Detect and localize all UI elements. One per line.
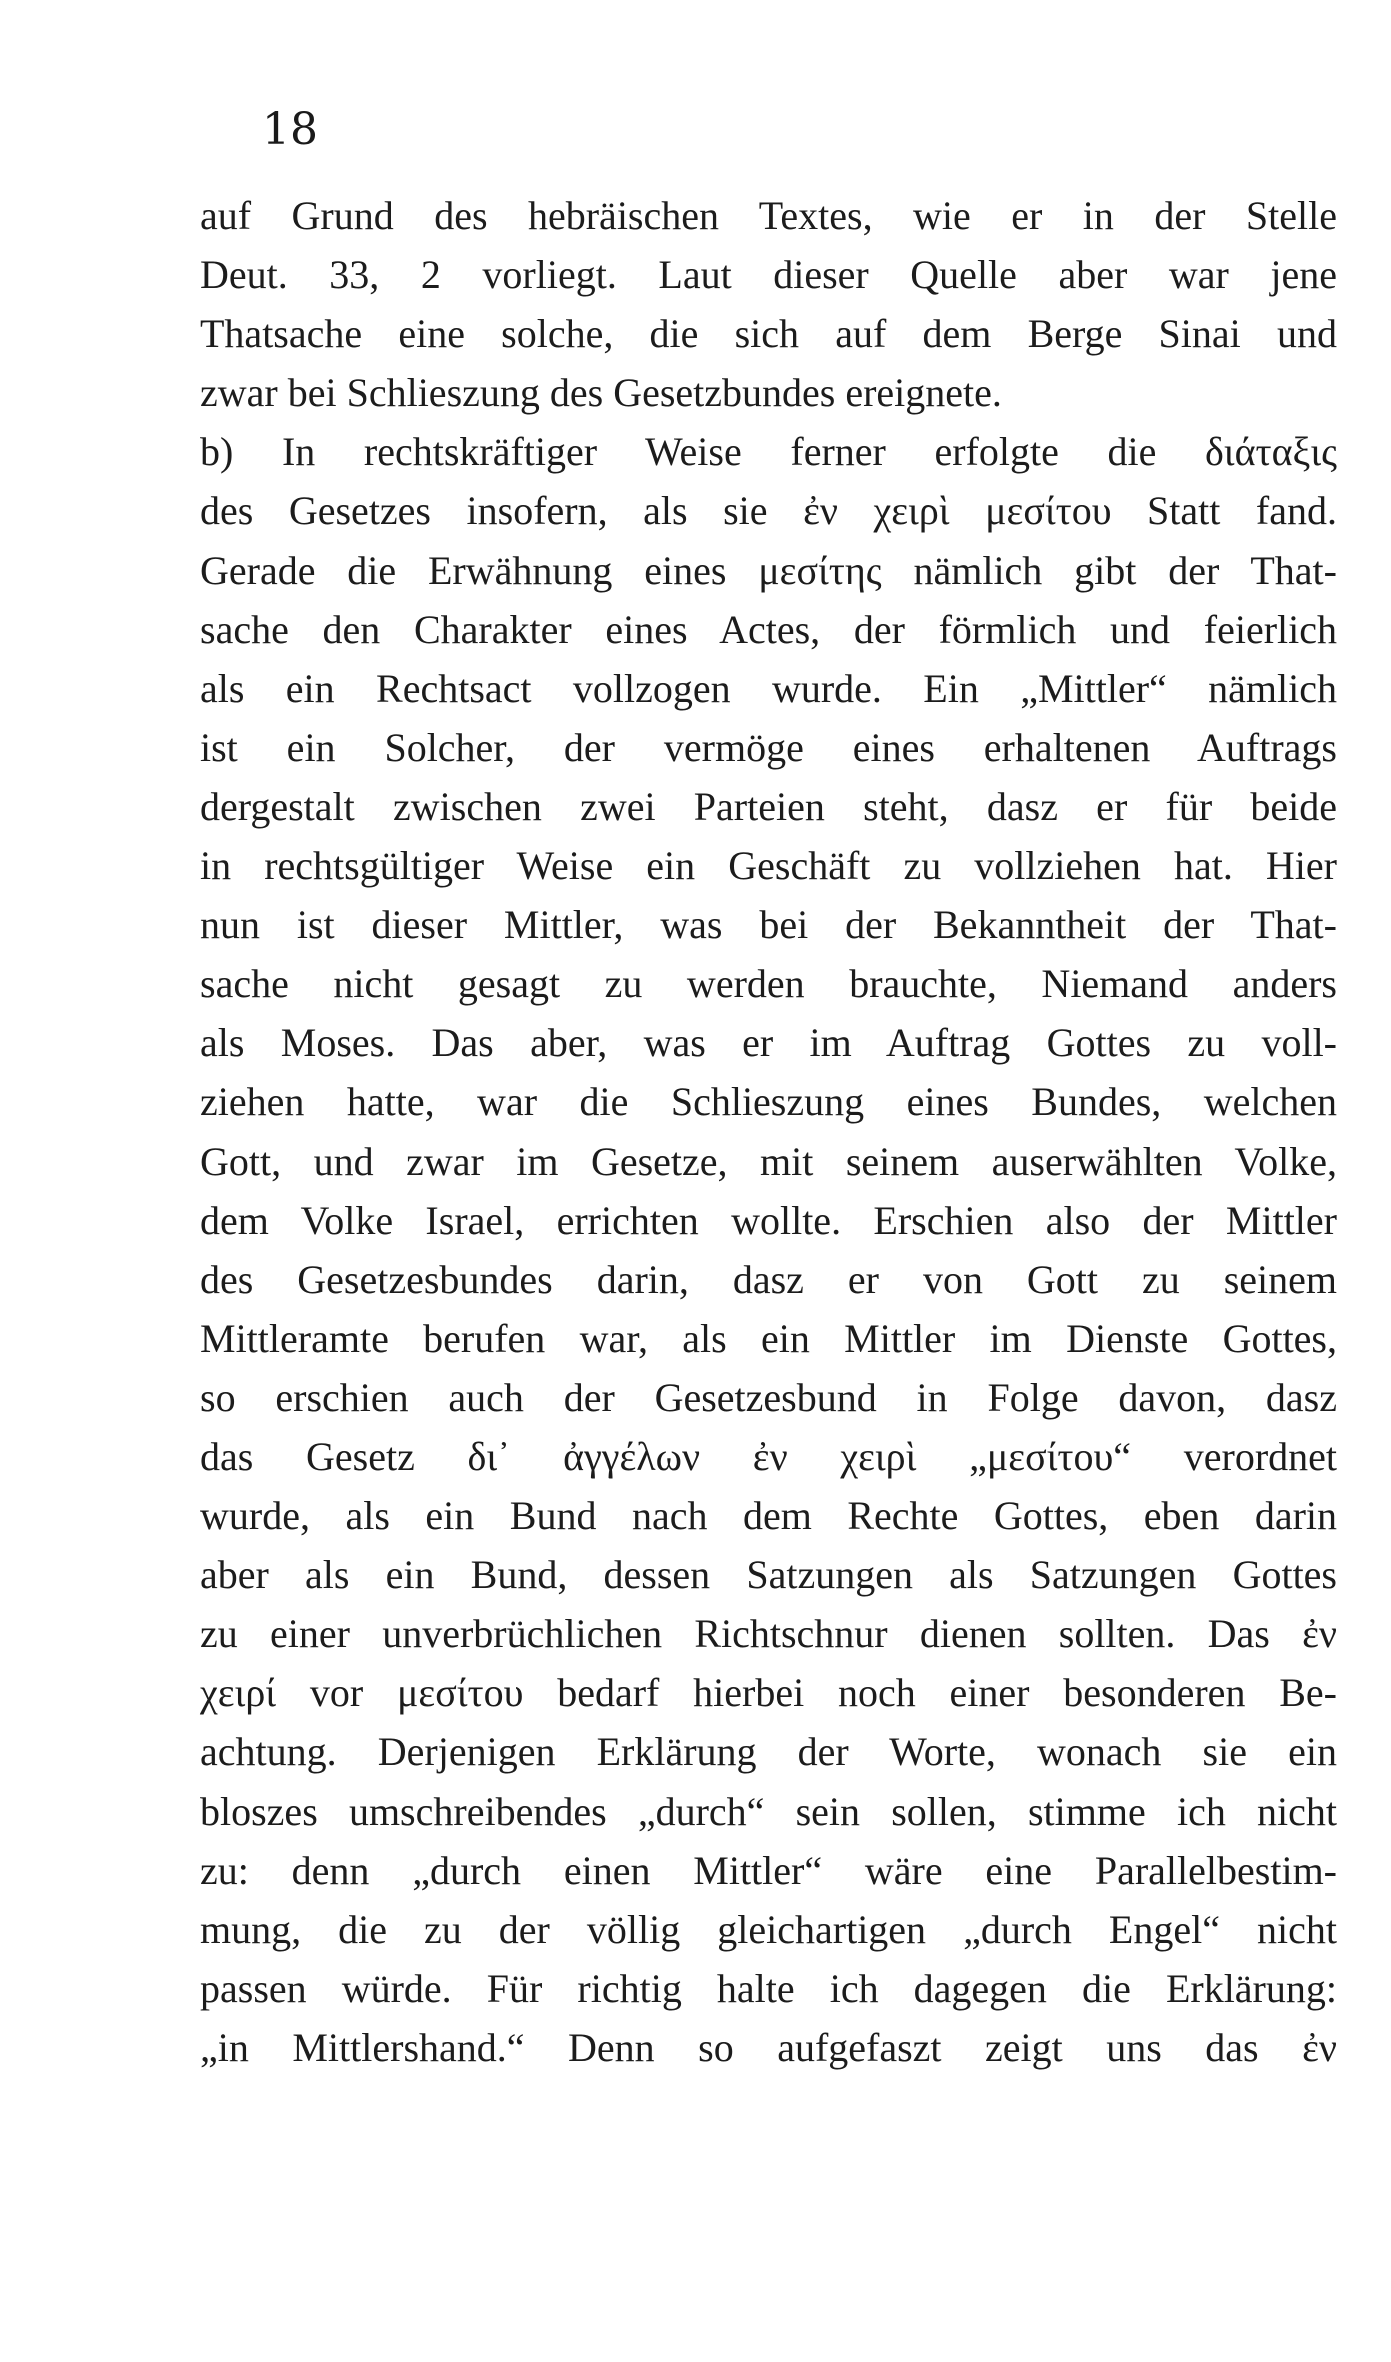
text-line: dergestalt zwischen zwei Parteien steht, dasz er für beide <box>200 783 1337 829</box>
text-line: Thatsache eine solche, die sich auf dem Berge Sinai und <box>200 311 1337 357</box>
text-line: nun ist dieser Mittler, was bei der Bekanntheit der That- <box>200 902 1337 948</box>
text-line: Deut. 33, 2 vorliegt. Laut dieser Quelle aber war jene <box>200 252 1337 298</box>
text-line: so erschien auch der Gesetzesbund in Folge davon, dasz <box>200 1374 1337 1420</box>
text-line: als Moses. Das aber, was er im Auftrag Gottes zu voll- <box>200 1020 1337 1066</box>
text-line: achtung. Derjenigen Erklärung der Worte, wonach sie ein <box>200 1729 1337 1775</box>
text-line: bloszes umschreibendes „durch“ sein sollen, stimme ich nicht <box>200 1788 1337 1834</box>
text-line: zu: denn „durch einen Mittler“ wäre eine Parallelbestim- <box>200 1847 1337 1893</box>
text-line: ist ein Solcher, der vermöge eines erhaltenen Auftrags <box>200 724 1337 770</box>
text-line: in rechtsgültiger Weise ein Geschäft zu vollziehen hat. Hier <box>200 843 1337 889</box>
body-text <box>200 186 1337 2077</box>
text-line: b) In rechtskräftiger Weise ferner erfolgte die διάταξις <box>200 429 1337 475</box>
text-line: als ein Rechtsact vollzogen wurde. Ein „Mittler“ nämlich <box>200 665 1337 711</box>
text-line: χειρί vor μεσίτου bedarf hierbei noch einer besonderen Be- <box>200 1670 1337 1716</box>
text-line: mung, die zu der völlig gleichartigen „durch Engel“ nicht <box>200 1906 1337 1952</box>
text-line: Gott, und zwar im Gesetze, mit seinem auserwählten Volke, <box>200 1138 1337 1184</box>
text-line: dem Volke Israel, errichten wollte. Erschien also der Mittler <box>200 1197 1337 1243</box>
text-line: das Gesetz δι᾽ ἀγγέλων ἐν χειρὶ „μεσίτου“ verordnet <box>200 1433 1337 1479</box>
text-line: Mittleramte berufen war, als ein Mittler im Dienste Gottes, <box>200 1315 1337 1361</box>
text-line: sache nicht gesagt zu werden brauchte, Niemand anders <box>200 961 1337 1007</box>
text-line: zwar bei Schlieszung des Gesetzbundes ereignete. <box>200 370 1002 416</box>
page-number: 18 <box>262 104 318 155</box>
text-line: „in Mittlershand.“ Denn so aufgefaszt zeigt uns das ἐν <box>200 2024 1337 2070</box>
text-line: Gerade die Erwähnung eines μεσίτης nämlich gibt der That- <box>200 547 1337 593</box>
text-line: des Gesetzesbundes darin, dasz er von Gott zu seinem <box>200 1256 1337 1302</box>
text-line: des Gesetzes insofern, als sie ἐν χειρὶ μεσίτου Statt fand. <box>200 488 1337 534</box>
text-line: passen würde. Für richtig halte ich dagegen die Erklärung: <box>200 1965 1337 2011</box>
text-line: wurde, als ein Bund nach dem Rechte Gottes, eben darin <box>200 1493 1337 1539</box>
text-line: zu einer unverbrüchlichen Richtschnur dienen sollten. Das ἐν <box>200 1611 1337 1657</box>
text-line: sache den Charakter eines Actes, der förmlich und feierlich <box>200 606 1337 652</box>
text-line: aber als ein Bund, dessen Satzungen als Satzungen Gottes <box>200 1552 1337 1598</box>
text-line: auf Grund des hebräischen Textes, wie er in der Stelle <box>200 193 1337 238</box>
text-line: ziehen hatte, war die Schlieszung eines Bundes, welchen <box>200 1079 1337 1125</box>
